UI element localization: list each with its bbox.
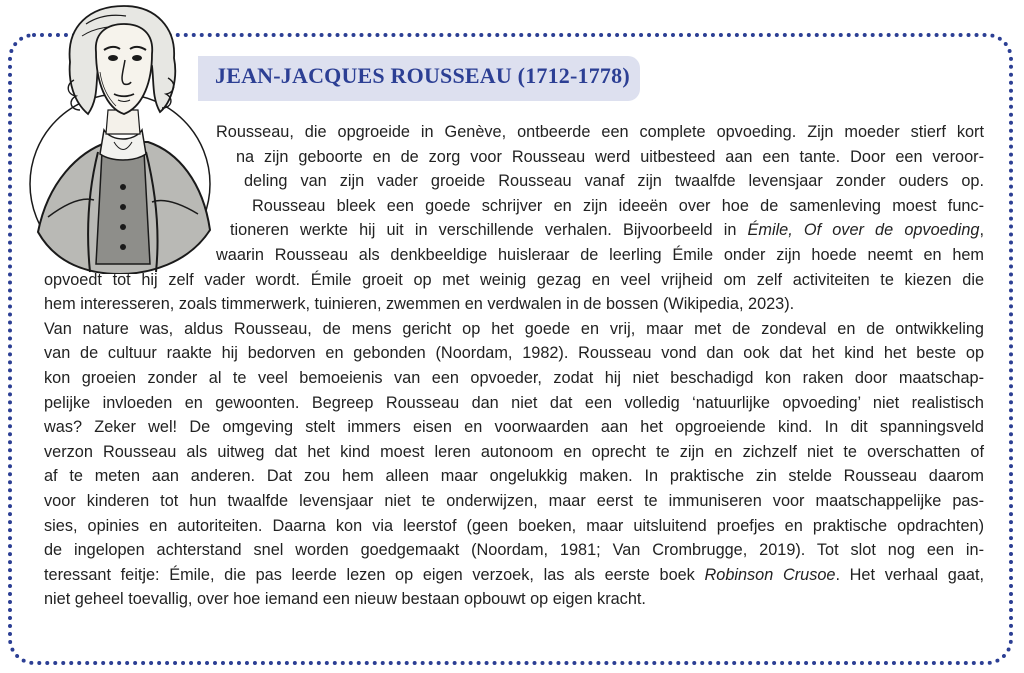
text-segment: , <box>979 221 984 240</box>
text-line <box>230 218 984 243</box>
text-line: pelijke invloeden en gewoonten. Begreep Rousseau dan niet dat een volledig ‘natuurlijke opvoeding’ niet realistisch <box>44 393 984 412</box>
text-line: hem interesseren, zoals timmerwerk, tuinieren, zwemmen en verdwalen in de bossen (Wikipedia, 2023). <box>44 295 795 314</box>
text-line: kon groeien zonder al te veel bemoeienis van een opvoeder, zodat hij niet beschadigd kon raken door maatschap- <box>44 368 984 387</box>
text-segment: teressant feitje: Émile, die pas leerde lezen op eigen verzoek, las als eerste boek <box>44 565 705 584</box>
text-line: deling van zijn vader groeide Rousseau vanaf zijn twaalfde levensjaar zonder ouders op. <box>244 172 984 191</box>
book-title-emile: Émile, Of over de opvoeding <box>747 221 980 240</box>
box-title: JEAN-JACQUES ROUSSEAU (1712-1778) <box>215 63 630 88</box>
text-segment: . Het verhaal gaat, <box>835 565 984 584</box>
text-line: af te meten aan anderen. Dat zou hem alleen maar ongelukkig maken. In praktische zin stelde Rousseau daarom <box>44 467 984 486</box>
text-line: na zijn geboorte en de zorg voor Rousseau werd uitbesteed aan een tante. Door een veroor- <box>236 147 984 166</box>
book-title-robinson: Robinson Crusoe <box>704 565 836 584</box>
text-line: Van nature was, aldus Rousseau, de mens gericht op het goede en vrij, maar met de zondeval en de ontwikkeling <box>44 319 984 338</box>
text-line: waarin Rousseau als denkbeeldige huisleraar de leerling Émile onder zijn hoede neemt en hem <box>216 245 984 264</box>
text-segment: tioneren werkte hij uit in verschillende verhalen. Bijvoorbeeld in <box>230 221 748 240</box>
text-line: verzon Rousseau als uitweg dat het kind moest leren autonoom en oprecht te zijn en zichzelf niet te overschatten of <box>44 442 984 461</box>
text-line: opvoedt tot hij zelf vader wordt. Émile groeit op met weinig gezag en veel vrijheid om zelf activiteiten te kiezen die <box>44 270 984 289</box>
text-line <box>44 563 984 588</box>
text-line: sies, opinies en autoriteiten. Daarna kon via leerstof (geen boeken, maar uitsluitend proefjes en praktische opdrachten) <box>44 516 984 535</box>
text-line: Rousseau, die opgroeide in Genève, ontbeerde een complete opvoeding. Zijn moeder stierf kort <box>216 123 984 141</box>
text-line: Rousseau bleek een goede schrijver en zijn ideeën over hoe de samenleving moest func- <box>252 196 984 215</box>
text-line: voor kinderen tot hun twaalfde levensjaar niet te onderwijzen, maar eerst te immuniseren voor maatschappelijke pas- <box>44 491 984 510</box>
text-line: van de cultuur raakte hij bedorven en gebonden (Noordam, 1982). Rousseau vond dan ook dat het kind het beste op <box>44 344 984 363</box>
text-line: was? Zeker wel! De omgeving stelt immers eisen en voorwaarden aan het opgroeiende kind. In dit spanningsveld <box>44 418 984 437</box>
text-line: niet geheel toevallig, over hoe iemand een nieuw bestaan opbouwt op eigen kracht. <box>44 590 646 609</box>
body-text <box>44 120 984 612</box>
text-line: de ingelopen achterstand snel worden goedgemaakt (Noordam, 1981; Van Crombrugge, 2019). Tot slot nog een in- <box>44 541 984 560</box>
